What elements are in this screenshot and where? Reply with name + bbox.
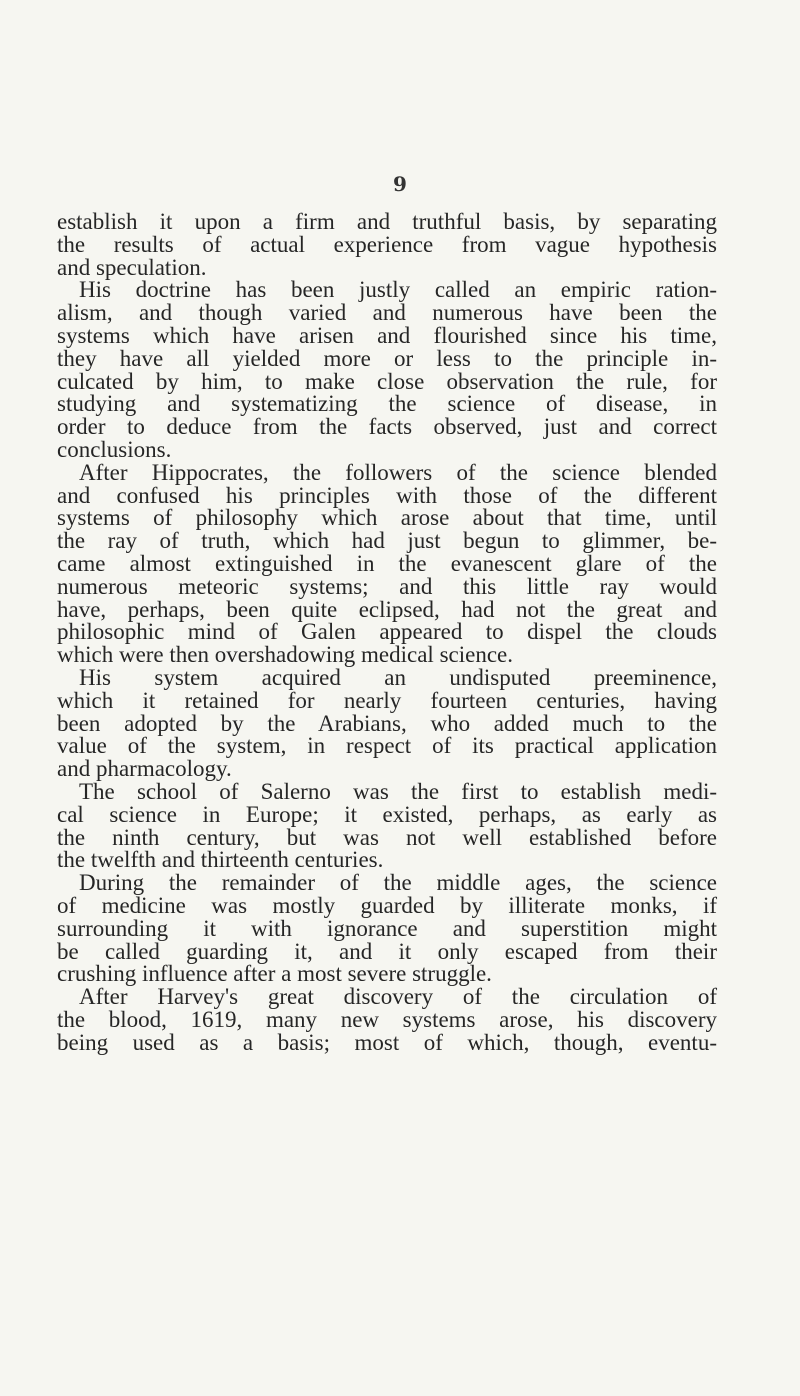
text-line: which it retained for nearly fourteen centuries, having — [57, 687, 717, 713]
text-line: systems of philosophy which arose about that time, until — [57, 505, 717, 531]
page-number: 9 — [393, 172, 407, 196]
text-line: order to deduce from the facts observed, just and correct — [57, 414, 717, 440]
text-line: came almost extinguished in the evanescent glare of the — [57, 550, 717, 576]
text-line: numerous meteoric systems; and this little ray would — [57, 573, 717, 599]
text-line: the results of actual experience from vague hypothesis — [57, 231, 717, 257]
text-line: and speculation. — [57, 254, 207, 280]
text-line: The school of Salerno was the first to establish medi- — [79, 778, 717, 804]
text-line: the ray of truth, which had just begun to glimmer, be- — [57, 528, 717, 554]
text-line: and pharmacology. — [57, 756, 232, 782]
text-line: which were then overshadowing medical science. — [57, 642, 513, 668]
text-line: the twelfth and thirteenth centuries. — [57, 847, 384, 873]
text-line: establish it upon a firm and truthful basis, by separating — [57, 209, 717, 234]
text-line: of medicine was mostly guarded by illiterate monks, if — [57, 892, 717, 918]
text-line: alism, and though varied and numerous have been the — [57, 300, 717, 326]
text-line: they have all yielded more or less to the principle in- — [57, 345, 717, 371]
text-line: studying and systematizing the science of disease, in — [57, 391, 717, 417]
text-line: the ninth century, but was not well established before — [57, 824, 717, 850]
text-line: cal science in Europe; it existed, perhaps, as early as — [57, 801, 717, 827]
text-line: After Harvey's great discovery of the circulation of — [79, 984, 717, 1010]
text-line: value of the system, in respect of its practical application — [57, 733, 717, 759]
text-line: conclusions. — [57, 436, 172, 462]
text-line: have, perhaps, been quite eclipsed, had not the great and — [57, 596, 717, 622]
text-line: the blood, 1619, many new systems arose, his discovery — [57, 1006, 717, 1032]
text-line: and confused his principles with those of the different — [57, 482, 717, 508]
text-line: philosophic mind of Galen appeared to dispel the clouds — [57, 619, 717, 645]
text-line: surrounding it with ignorance and superstition might — [57, 915, 717, 941]
text-line: systems which have arisen and flourished since his time, — [57, 322, 717, 348]
body-text — [57, 211, 717, 1054]
text-line: His system acquired an undisputed preeminence, — [79, 664, 717, 690]
text-line: His doctrine has been justly called an empiric ration- — [79, 277, 717, 303]
text-line: be called guarding it, and it only escaped from their — [57, 938, 717, 964]
text-line: culcated by him, to make close observation the rule, for — [57, 368, 717, 394]
text-line: crushing influence after a most severe struggle. — [57, 961, 492, 987]
text-line: being used as a basis; most of which, though, eventu- — [57, 1029, 717, 1055]
text-line: After Hippocrates, the followers of the science blended — [79, 459, 717, 485]
text-line: been adopted by the Arabians, who added much to the — [57, 710, 717, 736]
text-line: During the remainder of the middle ages, the science — [79, 870, 717, 896]
